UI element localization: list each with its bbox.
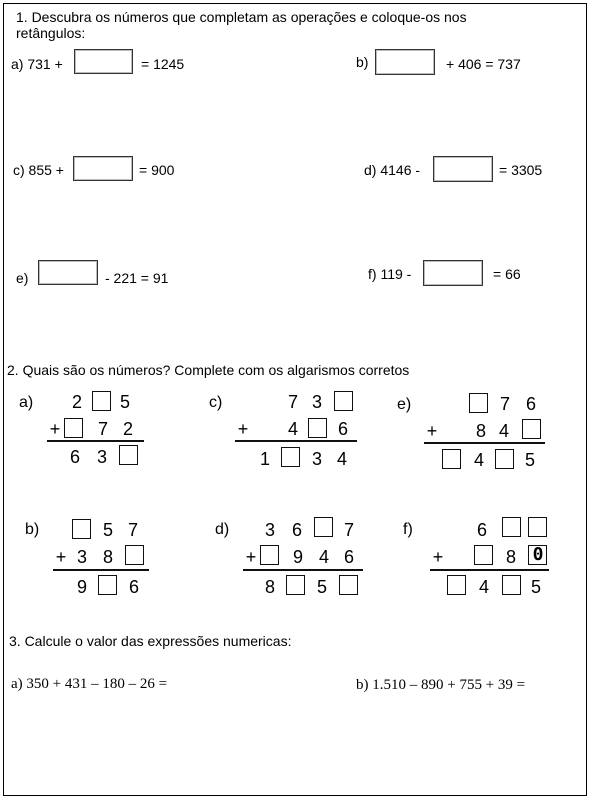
digit-box[interactable] (502, 517, 521, 537)
digit-box[interactable] (474, 545, 493, 565)
sum-line (47, 440, 144, 442)
digit: 5 (524, 450, 535, 470)
digit-box[interactable] (72, 519, 91, 539)
section2-title: 2. Quais são os números? Complete com os algarismos corretos (7, 362, 410, 378)
digit-box[interactable] (119, 445, 138, 465)
digit-box[interactable] (502, 575, 521, 595)
answer-box-a[interactable] (74, 49, 133, 74)
problem-d-label: d) (215, 521, 230, 538)
item-f-label: f) 119 - (368, 266, 412, 282)
digit-box[interactable] (308, 418, 327, 438)
digit: 9 (76, 577, 87, 597)
item-f-after: = 66 (493, 266, 521, 282)
digit-box[interactable] (339, 575, 358, 595)
item-d-label: d) 4146 - (364, 162, 421, 178)
digit-box[interactable] (125, 545, 144, 565)
digit: 4 (473, 450, 484, 470)
digit: 3 (311, 449, 322, 469)
item-a-after: = 1245 (141, 56, 185, 72)
item-e-after: - 221 = 91 (105, 270, 169, 286)
digit: 2 (122, 419, 133, 439)
digit: 6 (525, 394, 536, 414)
digit: 1 (259, 449, 270, 469)
digit: 6 (476, 520, 487, 540)
digit: 3 (76, 547, 87, 567)
expression-b: b) 1.510 – 890 + 755 + 39 = (356, 677, 526, 693)
item-c-label: c) 855 + (13, 162, 64, 178)
item-e-label: e) (16, 270, 29, 286)
digit-box[interactable] (528, 517, 547, 537)
problem-e-label: e) (397, 396, 412, 413)
expression-a: a) 350 + 431 – 180 – 26 = (11, 676, 168, 692)
digit: 6 (291, 520, 302, 540)
sum-line (424, 442, 545, 444)
answer-box-e[interactable] (38, 260, 98, 285)
digit: 4 (336, 449, 347, 469)
digit: 4 (318, 547, 329, 567)
digit: 7 (127, 520, 138, 540)
digit: 5 (316, 577, 327, 597)
digit: 6 (69, 447, 80, 467)
digit-box[interactable] (522, 419, 541, 439)
digit-box[interactable] (495, 449, 514, 469)
answer-box-c[interactable] (73, 156, 133, 181)
sum-line (53, 569, 149, 571)
plus-sign: + (237, 419, 249, 439)
digit: 5 (119, 392, 130, 412)
problem-a-label: a) (19, 394, 34, 411)
digit: 2 (71, 392, 82, 412)
digit-box[interactable] (447, 575, 466, 595)
digit: 4 (478, 577, 489, 597)
digit: 4 (287, 419, 298, 439)
digit-box[interactable] (281, 447, 300, 467)
digit: 5 (102, 520, 113, 540)
digit: 3 (264, 520, 275, 540)
section1-title-line2: retângulos: (16, 25, 86, 41)
digit-box[interactable] (442, 449, 461, 469)
digit-box[interactable] (334, 391, 353, 411)
sum-line (243, 569, 363, 571)
sum-line (235, 440, 357, 442)
plus-sign: + (426, 421, 438, 441)
digit: 8 (475, 421, 486, 441)
item-b-label: b) (356, 54, 369, 70)
item-a-label: a) 731 + (11, 56, 63, 72)
section1-title-line1: 1. Descubra os números que completam as operações e coloque-os nos (16, 9, 467, 25)
digit: 7 (287, 392, 298, 412)
digit: 5 (530, 577, 541, 597)
digit-box[interactable] (98, 575, 117, 595)
digit: 6 (337, 419, 348, 439)
digit: 9 (292, 547, 303, 567)
digit: 6 (343, 547, 354, 567)
plus-sign: + (432, 547, 444, 567)
digit-box[interactable] (286, 575, 305, 595)
problem-f-label: f) (403, 521, 413, 538)
digit: 8 (505, 547, 516, 567)
digit: 8 (102, 547, 113, 567)
problem-c-label: c) (209, 394, 223, 411)
sum-line (430, 569, 549, 571)
item-c-after: = 900 (139, 162, 175, 178)
digit: 7 (97, 419, 108, 439)
digit-box[interactable] (469, 393, 488, 413)
plus-sign: + (49, 419, 61, 439)
digit: 6 (128, 577, 139, 597)
handwritten-digit: 0 (532, 544, 544, 565)
section3-title: 3. Calcule o valor das expressões numericas: (9, 633, 292, 649)
answer-box-b[interactable] (375, 49, 435, 75)
digit: 7 (343, 520, 354, 540)
digit: 7 (499, 394, 510, 414)
digit: 3 (96, 447, 107, 467)
digit-box[interactable] (92, 391, 111, 411)
answer-box-d[interactable] (433, 156, 493, 182)
item-b-after: + 406 = 737 (446, 56, 521, 72)
digit: 8 (264, 577, 275, 597)
digit-box[interactable] (260, 545, 279, 565)
plus-sign: + (245, 547, 257, 567)
digit-box[interactable] (64, 418, 83, 438)
plus-sign: + (55, 547, 67, 567)
item-d-after: = 3305 (499, 162, 543, 178)
digit-box[interactable] (314, 517, 333, 537)
digit: 3 (311, 392, 322, 412)
answer-box-f[interactable] (423, 260, 483, 286)
digit: 4 (498, 421, 509, 441)
problem-b-label: b) (25, 521, 40, 538)
